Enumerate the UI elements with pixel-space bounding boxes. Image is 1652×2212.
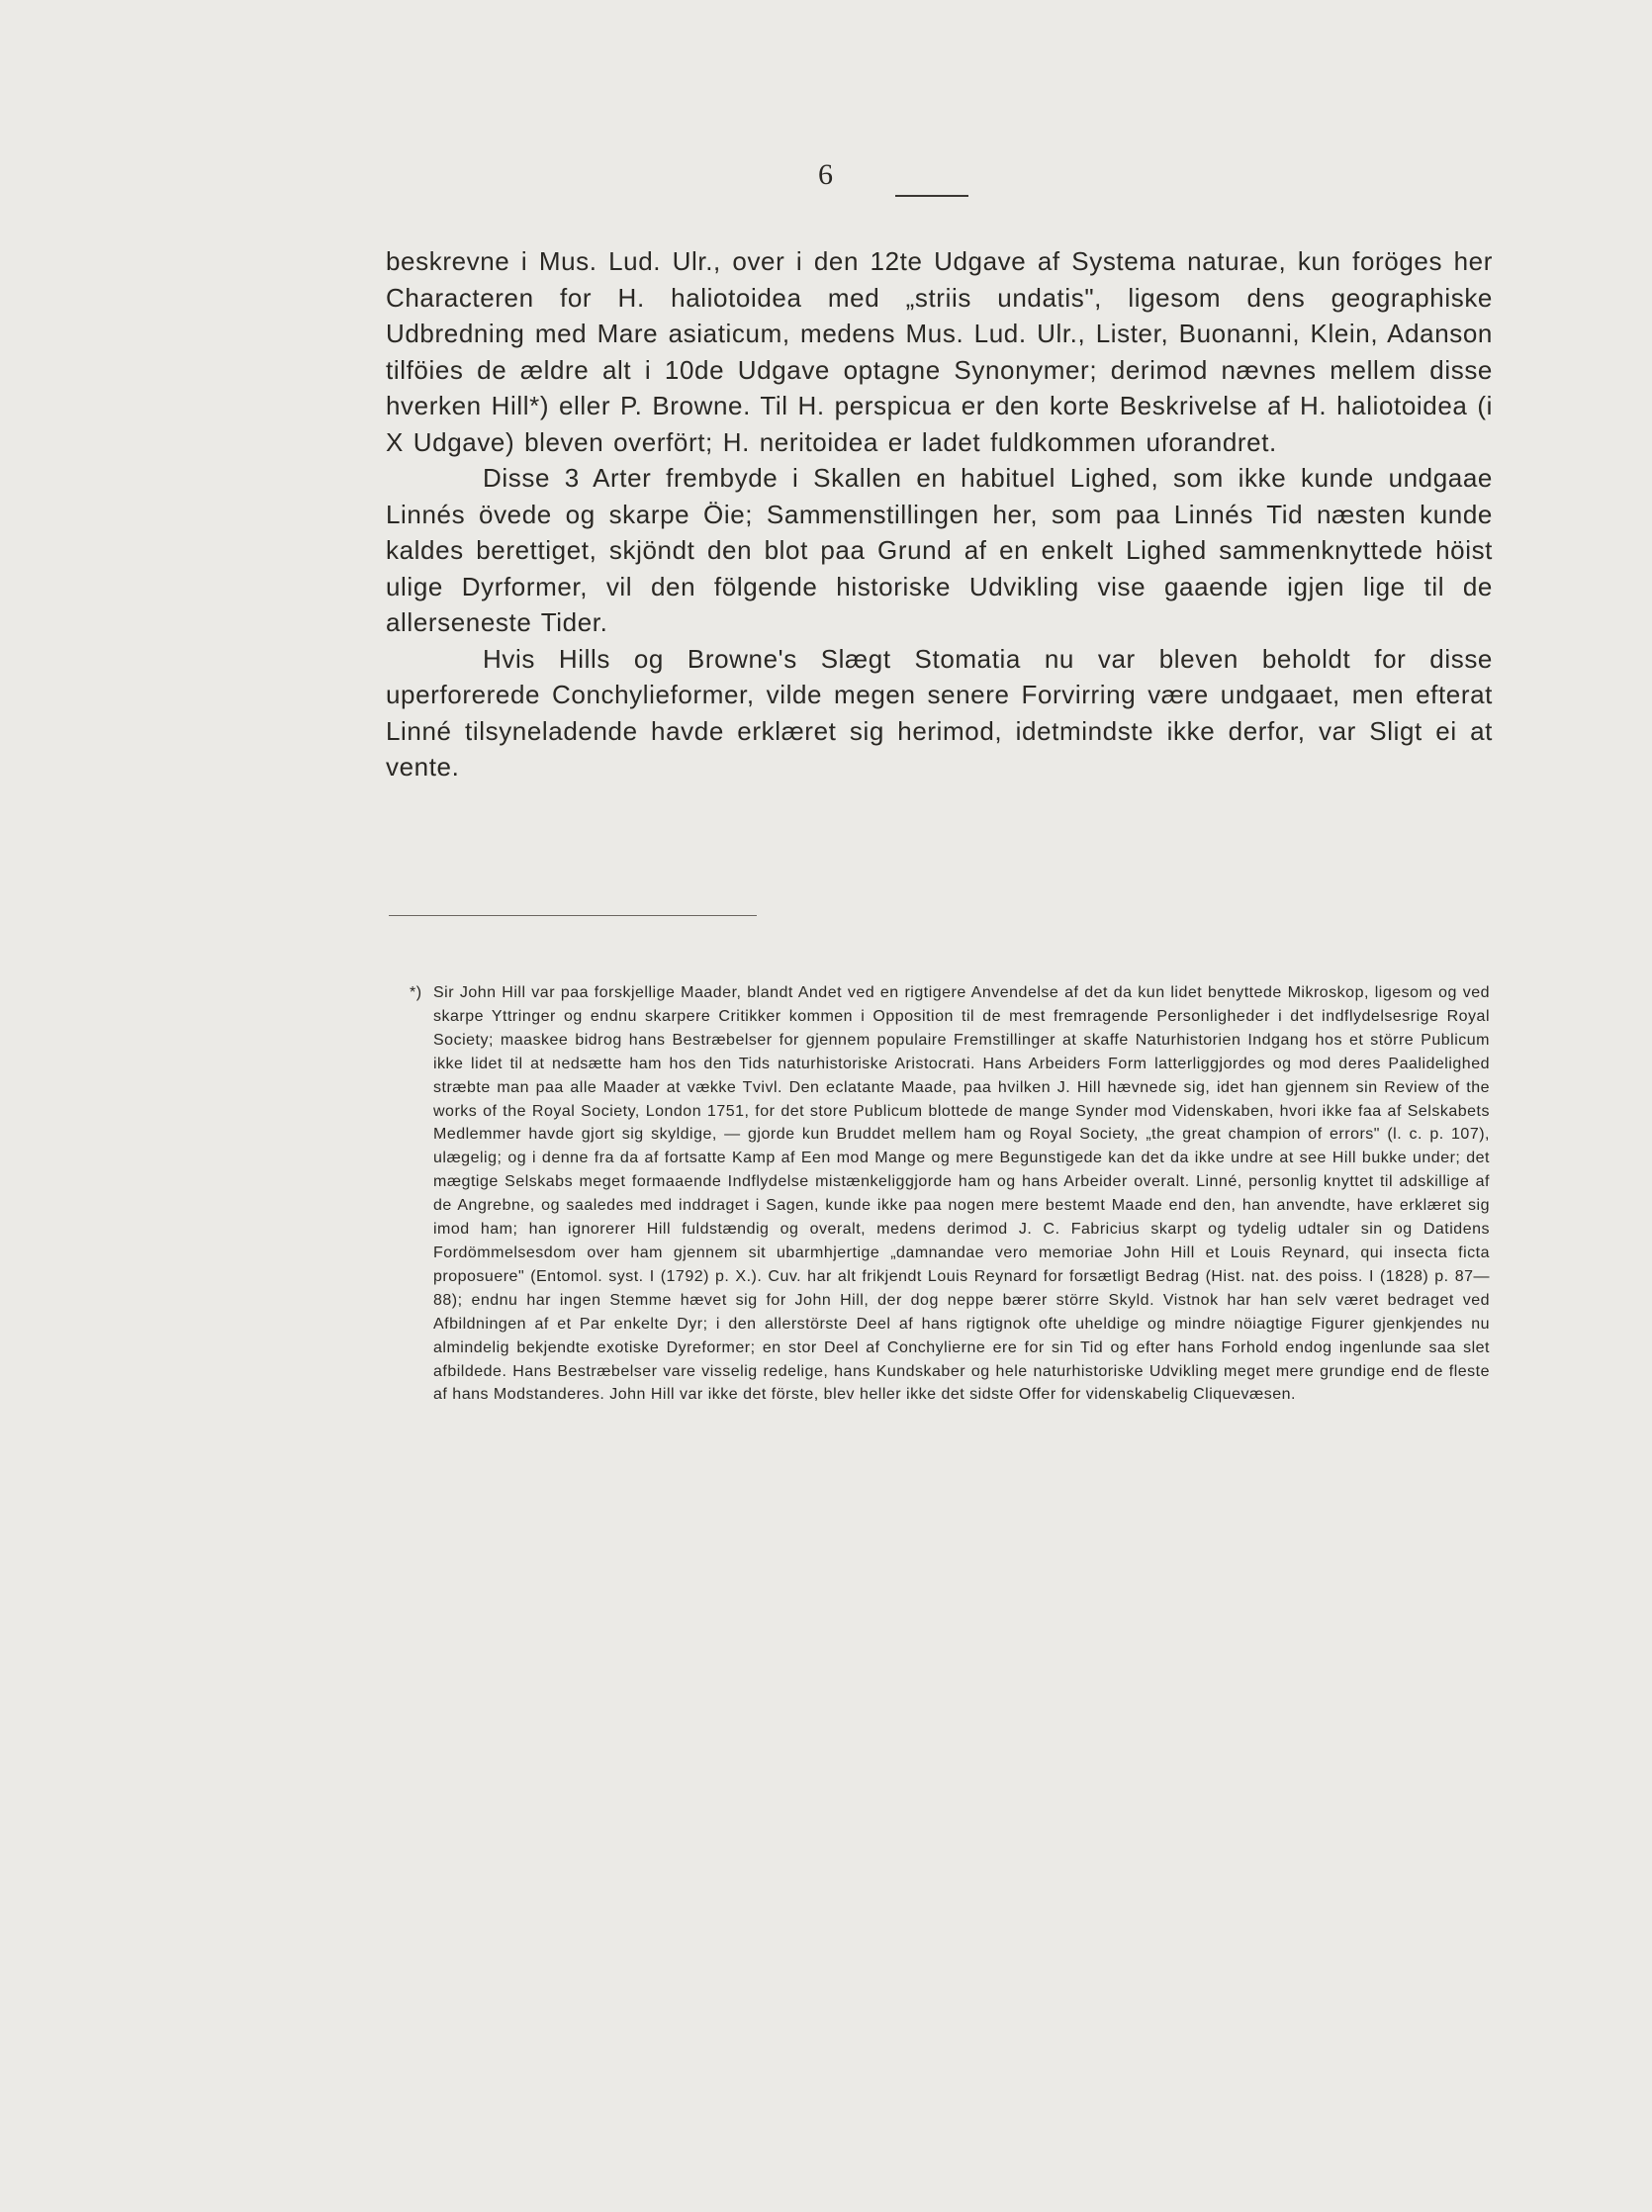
footnote-divider (389, 915, 757, 916)
main-text (386, 243, 1493, 785)
header-rule (895, 195, 968, 197)
footnote-marker: *) (410, 984, 422, 1001)
footnote (410, 981, 1490, 1407)
paragraph-1: beskrevne i Mus. Lud. Ulr., over i den 12te Udgave af Systema naturae, kun foröges her Characteren for H. haliotoidea med „striis undatis", ligesom dens geographiske Udbredning med Mare asiaticum, medens Mus. Lud. Ulr., Lister, Buonanni, Klein, Adanson tilföies de ældre alt i 10de Udgave optagne Synonymer; derimod nævnes mellem disse hverken Hill*) eller P. Browne. Til H. perspicua er den korte Beskrivelse af H. haliotoidea (i X Udgave) bleven overfört; H. neritoidea er ladet fuldkommen uforandret. (386, 246, 1493, 457)
paragraph-3: Hvis Hills og Browne's Slægt Stomatia nu var bleven beholdt for disse uperforerede Conchylieformer, vilde megen senere Forvirring være undgaaet, men efterat Linné tilsyneladende havde erklæret sig herimod, idetmindste ikke derfor, var Sligt ei at vente. (386, 643, 1493, 782)
paragraph-2: Disse 3 Arter frembyde i Skallen en habituel Lighed, som ikke kunde undgaae Linnés övede og skarpe Öie; Sammenstillingen her, som paa Linnés Tid næsten kunde kaldes berettiget, skjöndt den blot paa Grund af en enkelt Lighed sammenknyttede höist ulige Dyrformer, vil den fölgende historiske Udvikling vise gaaende igjen lige til de allerseneste Tider. (386, 463, 1493, 637)
page-number: 6 (818, 158, 834, 191)
footnote-text: Sir John Hill var paa forskjellige Maader, blandt Andet ved en rigtigere Anvendelse af det da kun lidet benyttede Mikroskop, ligesom og ved skarpe Yttringer og endnu skarpere Critikker kommen i Opposition til de mest fremragende Personligheder i det indflydelsesrige Royal Society; maaskee bidrog hans Bestræbelser for gjennem populaire Fremstillinger at skaffe Naturhistorien Indgang hos et större Publicum ikke lidet til at nedsætte ham hos den Tids naturhistoriske Aristocrati. Hans Arbeiders Form latterliggjordes og mod deres Paalidelighed stræbte man paa alle Maader at vække Tvivl. Den eclatante Maade, paa hvilken J. Hill hævnede sig, idet han gjennem sin Review of the works of the Royal Society, London 1751, for det store Publicum blottede de mange Synder mod Videnskaben, hvori ikke faa af Selskabets Medlemmer havde gjort sig skyldige, — gjorde kun Bruddet mellem ham og Royal Society, „the great champion of errors" (l. c. p. 107), ulægelig; og i denne fra da af fortsatte Kamp af Een mod Mange og mere Begunstigede kan det da ikke undre at see Hill bukke under; det mægtige Selskabs meget formaaende Indflydelse mistænkeliggjorde ham og hans Arbeider overalt. Linné, personlig knyttet til adskillige af de Angrebne, og saaledes med inddraget i Sagen, kunde ikke paa nogen mere bestemt Maade end den, han anvendte, have erklæret sig imod ham; han ignorerer Hill fuldstændig og overalt, medens derimod J. C. Fabricius skarpt og tydelig udtaler sin og Datidens Fordömmelsesdom over ham gjennem sit ubarmhjertige „damnandae vero memoriae John Hill et Louis Reynard, qui insecta ficta proposuere" (Entomol. syst. I (1792) p. X.). Cuv. har alt frikjendt Louis Reynard for forsætligt Bedrag (Hist. nat. des poiss. I (1828) p. 87—88); endnu har ingen Stemme hævet sig for John Hill, der dog neppe bærer större Skyld. Vistnok har han selv været bedraget ved Afbildningen af et Par enkelte Dyr; i den allerstörste Deel af hans rigtignok ofte uheldige og mindre nöiagtige Figurer gjenkjendes nu almindelig bekjendte exotiske Dyreformer; en stor Deel af Conchylierne ere for sin Tid og efter hans Forhold endog ingenlunde saa slet afbildede. Hans Bestræbelser vare visselig redelige, hans Kundskaber og hele naturhistoriske Udvikling meget mere grundige end de fleste af hans Modstanderes. John Hill var ikke det förste, blev heller ikke det sidste Offer for videnskabelig Cliquevæsen. (433, 984, 1490, 1404)
